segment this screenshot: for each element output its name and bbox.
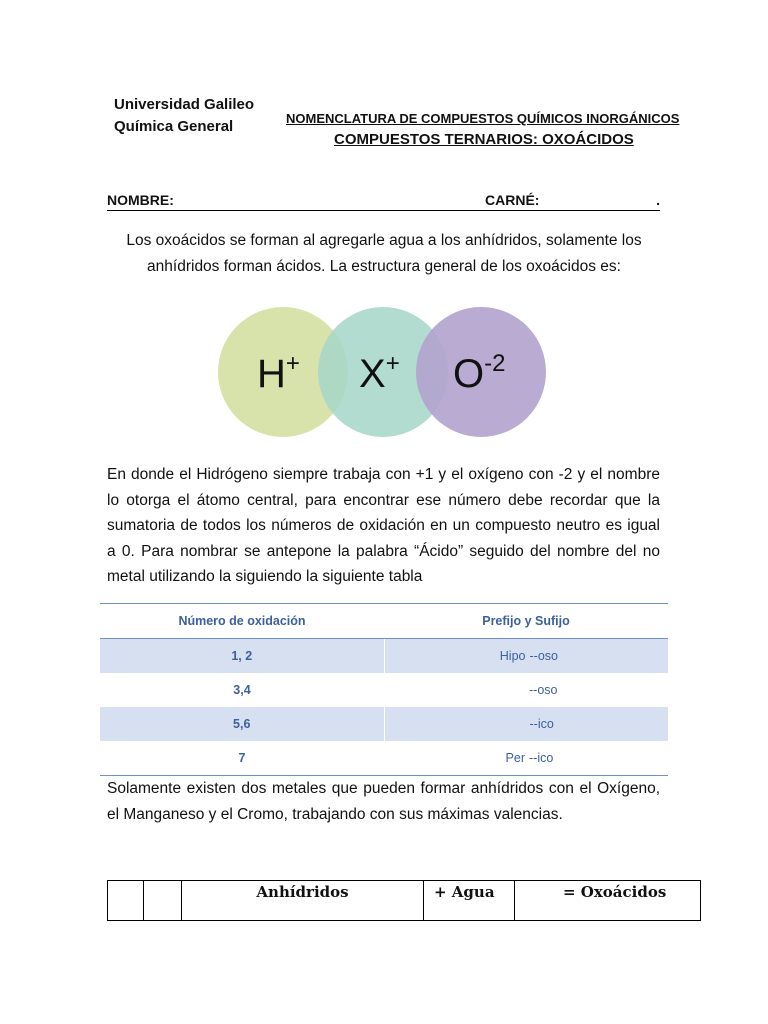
table-row bbox=[100, 639, 668, 674]
blank-cell bbox=[144, 881, 182, 921]
agua-cell: + Agua bbox=[424, 881, 515, 921]
carne-label: CARNÉ: bbox=[485, 192, 540, 208]
course-name: Química General bbox=[114, 118, 234, 135]
oxidation-number: 3,4 bbox=[233, 683, 251, 697]
explanation-paragraph: En donde el Hidrógeno siempre trabaja con +1 y el oxígeno con -2 y el nombre lo otorga el átomo central, para encontrar ese número debe recordar que la sumatoria de todos los números de oxidación en un compuesto neutro es igual a 0. Para nombrar se antepone la palabra “Ácido” seguido del nombre del no metal utilizando la siguiendo la siguiente tabla bbox=[107, 466, 660, 585]
intro-paragraph: Los oxoácidos se forman al agregarle agua a los anhídridos, solamente los anhídridos forman ácidos. La estructura general de los oxoácidos es: bbox=[126, 232, 642, 275]
university-name: Universidad Galileo bbox=[114, 96, 255, 113]
prefix-suffix: Hipo --oso bbox=[384, 639, 668, 674]
oxidation-table bbox=[100, 603, 668, 776]
prefix-suffix: --oso bbox=[529, 683, 558, 697]
metals-paragraph: Solamente existen dos metales que pueden formar anhídridos con el Oxígeno, el Manganeso y el Cromo, trabajando con sus máximas valencias. bbox=[107, 780, 660, 823]
table-row bbox=[100, 741, 668, 776]
table-header-row bbox=[100, 604, 668, 639]
column-header-prefix-suffix: Prefijo y Sufijo bbox=[384, 604, 668, 639]
anhidridos-cell: Anhídridos bbox=[182, 881, 424, 921]
hydrogen-symbol: H+ bbox=[257, 350, 300, 396]
blank-cell bbox=[108, 881, 144, 921]
prefix-suffix: --ico bbox=[384, 707, 668, 741]
oxoacid-structure-diagram bbox=[215, 302, 555, 442]
central-atom-symbol: X+ bbox=[359, 350, 400, 396]
oxidation-number: 1, 2 bbox=[100, 639, 384, 674]
oxygen-symbol: $O^{-2}$ bbox=[453, 350, 506, 396]
oxoacidos-cell: = Oxoácidos bbox=[515, 881, 701, 921]
reaction-row bbox=[108, 881, 701, 921]
course-header bbox=[114, 94, 254, 138]
nombre-label: NOMBRE: bbox=[107, 192, 174, 208]
end-mark: . bbox=[656, 192, 660, 208]
table-row bbox=[100, 673, 668, 707]
reaction-table bbox=[107, 880, 701, 921]
student-info-line bbox=[107, 192, 660, 211]
column-header-oxidation: Número de oxidación bbox=[100, 604, 384, 639]
document-subtitle: COMPUESTOS TERNARIOS: OXOÁCIDOS bbox=[334, 131, 634, 148]
table-row bbox=[100, 707, 668, 741]
oxidation-number: 5,6 bbox=[100, 707, 384, 741]
oxidation-number: 7 bbox=[100, 741, 384, 776]
prefix-suffix: Per --ico bbox=[384, 741, 668, 776]
document-title: NOMENCLATURA DE COMPUESTOS QUÍMICOS INORGÁNICOS bbox=[286, 111, 680, 126]
